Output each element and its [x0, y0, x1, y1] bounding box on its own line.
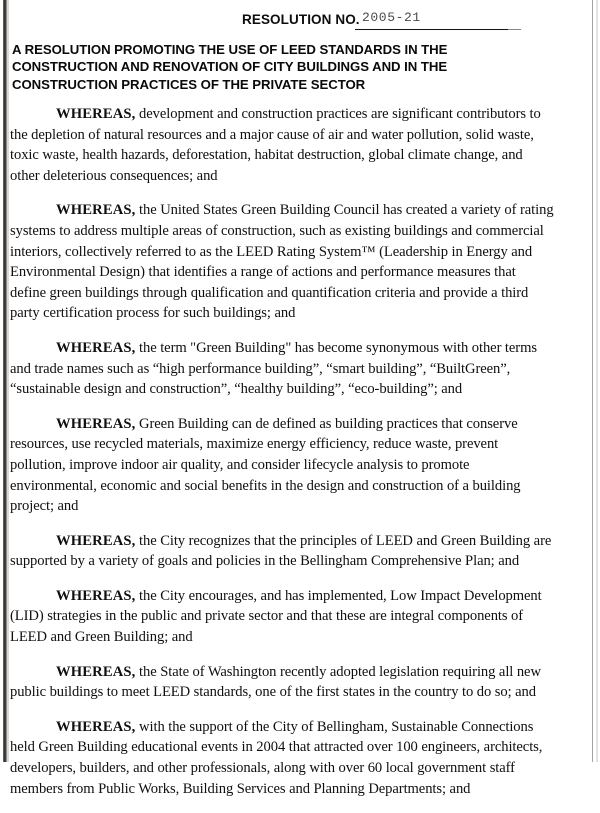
clause-line: interiors, collectively referred to as the LEED Rating System™ (Leadership in Energy and — [10, 243, 533, 260]
resolution-title-line: CONSTRUCTION AND RENOVATION OF CITY BUILDINGS AND IN THE — [12, 59, 448, 75]
whereas-lead: WHEREAS, — [56, 587, 136, 604]
clause-line: LEED and Green Building; and — [10, 629, 193, 646]
clause-line: environmental, economic and social benefits in the design and construction of a building — [10, 477, 521, 494]
clause-line: define green buildings through qualification and quantification criteria and provide a third — [10, 284, 529, 301]
whereas-lead: WHEREAS, — [56, 415, 136, 432]
clause-line: (LID) strategies in the public and private sector and that these are integral components of — [10, 608, 524, 625]
whereas-lead: WHEREAS, — [56, 718, 136, 735]
resolution-title-line: CONSTRUCTION PRACTICES OF THE PRIVATE SECTOR — [12, 76, 366, 92]
clause-line: party certification process for such buildings; and — [10, 305, 296, 322]
whereas-clause — [10, 662, 588, 703]
clause-line: development and construction practices are significant contributors to — [135, 106, 541, 122]
whereas-clause — [10, 531, 588, 572]
clause-line: held Green Building educational events in 2004 that attracted over 100 engineers, architects, — [10, 739, 543, 756]
whereas-lead: WHEREAS, — [56, 532, 136, 549]
resolution-title-line: A RESOLUTION PROMOTING THE USE OF LEED STANDARDS IN THE — [12, 42, 448, 57]
clause-line: pollution, improve indoor air quality, and consider lifecycle analysis to promote — [10, 456, 470, 473]
whereas-clause — [10, 414, 588, 517]
resolution-number-value: 2005-21 — [362, 10, 421, 25]
whereas-lead: WHEREAS, — [56, 106, 136, 122]
clause-line: the City encourages, and has implemented, Low Impact Development — [135, 587, 542, 604]
clause-line: other deleterious consequences; and — [10, 167, 218, 184]
clause-line: Green Building can de defined as building practices that conserve — [135, 415, 518, 432]
whereas-clause — [10, 200, 588, 324]
scan-edge-artifact-right-secondary — [596, 0, 598, 762]
resolution-number-label: RESOLUTION NO. — [242, 12, 360, 27]
clause-line: resources, use recycled materials, maximize energy efficiency, reduce waste, prevent — [10, 436, 499, 453]
clause-line: Environmental Design) that identifies a range of actions and performance measures that — [10, 264, 516, 281]
clause-line: the City recognizes that the principles of LEED and Green Building are — [135, 532, 552, 549]
resolution-number-header — [10, 10, 588, 36]
clause-line: developers, builders, and other professionals, along with over 60 local government staff — [10, 760, 515, 777]
clause-line: the depletion of natural resources and a major cause of air and water pollution, solid waste, — [10, 126, 534, 143]
whereas-lead: WHEREAS, — [56, 339, 136, 356]
page-content — [10, 0, 588, 797]
clause-line: systems to address multiple areas of construction, such as existing buildings and commercial — [10, 222, 544, 239]
scan-edge-artifact-right — [592, 0, 593, 762]
whereas-clause — [10, 586, 588, 648]
scan-edge-artifact-left-secondary — [7, 0, 9, 762]
resolution-number-rule-fade — [508, 29, 521, 30]
clause-line: the State of Washington recently adopted legislation requiring all new — [135, 663, 541, 680]
clause-line: project; and — [10, 498, 79, 515]
whereas-clause — [10, 104, 588, 186]
resolution-body — [10, 104, 588, 813]
whereas-clause — [10, 338, 588, 400]
clause-line: members from Public Works, Building Services and Planning Departments; and — [10, 780, 471, 797]
clause-line: and trade names such as “high performance building”, “smart building”, “BuiltGreen”, — [10, 360, 511, 377]
clause-line: the term "Green Building" has become synonymous with other terms — [135, 339, 537, 356]
clause-line: public buildings to meet LEED standards, one of the first states in the country to do so; and — [10, 684, 536, 701]
clause-line: supported by a variety of goals and policies in the Bellingham Comprehensive Plan; and — [10, 553, 520, 570]
whereas-clause — [10, 717, 588, 799]
whereas-lead: WHEREAS, — [56, 663, 136, 680]
resolution-number-rule — [355, 29, 520, 30]
resolution-title — [12, 41, 578, 93]
whereas-lead: WHEREAS, — [56, 202, 136, 219]
clause-line: toxic waste, health hazards, deforestation, habitat destruction, global climate change, and — [10, 147, 523, 164]
clause-line: the United States Green Building Council has created a variety of rating — [135, 202, 554, 219]
clause-line: “sustainable design and construction”, “healthy building”, “eco-building”; and — [10, 381, 463, 398]
clause-line: with the support of the City of Bellingham, Sustainable Connections — [135, 718, 534, 735]
